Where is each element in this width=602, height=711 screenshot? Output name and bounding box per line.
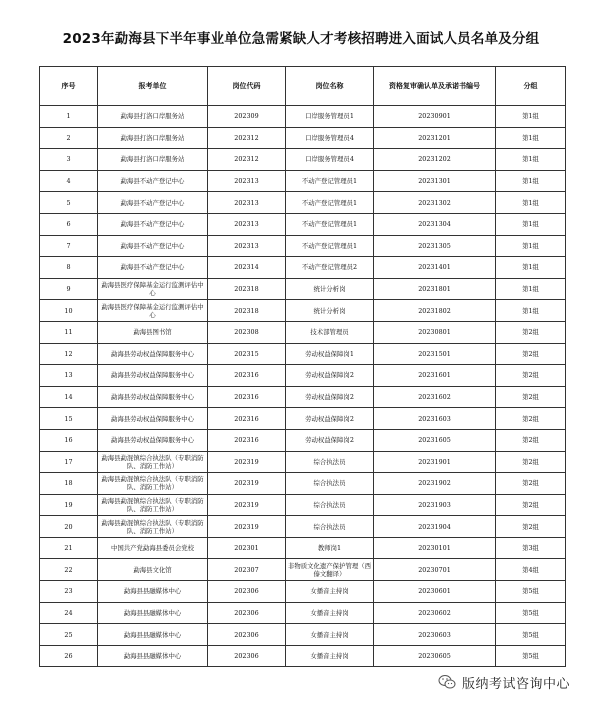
table-row — [40, 624, 566, 646]
cell-post-code: 202319 — [208, 473, 286, 495]
cell-confirmation-number: 20230701 — [374, 559, 496, 581]
cell-post-name: 口岸服务管理员1 — [286, 106, 374, 128]
page-title: 2023年勐海县下半年事业单位急需紧缺人才考核招聘进入面试人员名单及分组 — [62, 31, 540, 47]
cell-post-name: 劳动权益保障岗2 — [286, 408, 374, 430]
cell-group: 第2组 — [496, 516, 566, 538]
cell-group: 第1组 — [496, 149, 566, 171]
cell-post-code: 202307 — [208, 559, 286, 581]
cell-post-name: 非物质文化遗产保护管理（西傣文翻译） — [286, 559, 374, 581]
cell-post-code: 202313 — [208, 235, 286, 257]
cell-confirmation-number: 20231304 — [374, 213, 496, 235]
cell-post-name: 综合执法员 — [286, 494, 374, 516]
cell-post-code: 202319 — [208, 516, 286, 538]
cell-unit: 勐海县不动产登记中心 — [98, 257, 208, 279]
table-row — [40, 473, 566, 495]
cell-post-name: 技术部管理员 — [286, 321, 374, 343]
table-row — [40, 645, 566, 667]
cell-post-code: 202309 — [208, 106, 286, 128]
table-row — [40, 537, 566, 559]
table-row — [40, 170, 566, 192]
cell-post-name: 劳动权益保障岗2 — [286, 365, 374, 387]
table-row — [40, 300, 566, 322]
table-row — [40, 149, 566, 171]
table-row — [40, 451, 566, 473]
cell-confirmation-number: 20231903 — [374, 494, 496, 516]
cell-confirmation-number: 20231901 — [374, 451, 496, 473]
cell-unit: 勐海县劳动权益保障服务中心 — [98, 386, 208, 408]
cell-serial: 26 — [40, 645, 98, 667]
table-row — [40, 127, 566, 149]
cell-post-code: 202319 — [208, 494, 286, 516]
cell-unit: 勐海县劳动权益保障服务中心 — [98, 429, 208, 451]
cell-serial: 22 — [40, 559, 98, 581]
cell-unit: 勐海县医疗保障基金运行监测评估中心 — [98, 278, 208, 300]
table-row — [40, 559, 566, 581]
cell-unit: 勐海县劳动权益保障服务中心 — [98, 343, 208, 365]
cell-unit: 勐海县勐混镇综合执法队（专职消防队、消防工作站） — [98, 451, 208, 473]
cell-confirmation-number: 20230901 — [374, 106, 496, 128]
cell-group: 第3组 — [496, 537, 566, 559]
table-row — [40, 106, 566, 128]
cell-unit: 勐海县文化馆 — [98, 559, 208, 581]
cell-post-code: 202313 — [208, 170, 286, 192]
cell-post-code: 202319 — [208, 451, 286, 473]
watermark — [438, 672, 570, 692]
cell-group: 第1组 — [496, 192, 566, 214]
header-unit: 报考单位 — [98, 67, 208, 106]
cell-post-name: 不动产登记管理员1 — [286, 213, 374, 235]
cell-serial: 9 — [40, 278, 98, 300]
cell-group: 第2组 — [496, 321, 566, 343]
cell-confirmation-number: 20231202 — [374, 149, 496, 171]
cell-serial: 11 — [40, 321, 98, 343]
cell-post-name: 不动产登记管理员2 — [286, 257, 374, 279]
cell-unit: 勐海县图书馆 — [98, 321, 208, 343]
cell-confirmation-number: 20231602 — [374, 386, 496, 408]
cell-post-name: 口岸服务管理员4 — [286, 127, 374, 149]
cell-group: 第2组 — [496, 429, 566, 451]
cell-post-code: 202312 — [208, 127, 286, 149]
cell-post-name: 劳动权益保障岗2 — [286, 429, 374, 451]
cell-unit: 勐海县劳动权益保障服务中心 — [98, 408, 208, 430]
table-row — [40, 602, 566, 624]
cell-serial: 5 — [40, 192, 98, 214]
cell-post-name: 统计分析岗 — [286, 278, 374, 300]
cell-post-name: 口岸服务管理员4 — [286, 149, 374, 171]
table-row — [40, 386, 566, 408]
cell-post-name: 教师岗1 — [286, 537, 374, 559]
cell-post-code: 202314 — [208, 257, 286, 279]
cell-post-name: 女播音主持岗 — [286, 645, 374, 667]
cell-post-code: 202313 — [208, 213, 286, 235]
table-row — [40, 321, 566, 343]
candidate-table — [39, 66, 566, 667]
cell-unit: 勐海县勐混镇综合执法队（专职消防队、消防工作站） — [98, 494, 208, 516]
cell-confirmation-number: 20230101 — [374, 537, 496, 559]
cell-post-name: 不动产登记管理员1 — [286, 170, 374, 192]
cell-unit: 勐海县不动产登记中心 — [98, 192, 208, 214]
cell-unit: 勐海县不动产登记中心 — [98, 235, 208, 257]
cell-post-name: 女播音主持岗 — [286, 581, 374, 603]
cell-post-name: 不动产登记管理员1 — [286, 235, 374, 257]
cell-serial: 25 — [40, 624, 98, 646]
table-row — [40, 408, 566, 430]
cell-confirmation-number: 20230801 — [374, 321, 496, 343]
cell-post-code: 202301 — [208, 537, 286, 559]
wechat-icon — [438, 674, 456, 690]
cell-post-code: 202316 — [208, 365, 286, 387]
cell-serial: 13 — [40, 365, 98, 387]
cell-post-code: 202316 — [208, 386, 286, 408]
table-row — [40, 581, 566, 603]
cell-post-name: 女播音主持岗 — [286, 624, 374, 646]
cell-post-code: 202316 — [208, 408, 286, 430]
cell-group: 第5组 — [496, 624, 566, 646]
cell-confirmation-number: 20231802 — [374, 300, 496, 322]
cell-serial: 3 — [40, 149, 98, 171]
cell-unit: 勐海县不动产登记中心 — [98, 170, 208, 192]
cell-post-code: 202318 — [208, 300, 286, 322]
table-row — [40, 494, 566, 516]
cell-post-code: 202306 — [208, 645, 286, 667]
cell-post-name: 女播音主持岗 — [286, 602, 374, 624]
header-group: 分组 — [496, 67, 566, 106]
cell-group: 第1组 — [496, 170, 566, 192]
table-row — [40, 516, 566, 538]
cell-post-code: 202315 — [208, 343, 286, 365]
cell-serial: 20 — [40, 516, 98, 538]
cell-serial: 14 — [40, 386, 98, 408]
cell-confirmation-number: 20231401 — [374, 257, 496, 279]
cell-serial: 23 — [40, 581, 98, 603]
cell-confirmation-number: 20231603 — [374, 408, 496, 430]
cell-post-code: 202308 — [208, 321, 286, 343]
cell-group: 第2组 — [496, 473, 566, 495]
cell-serial: 19 — [40, 494, 98, 516]
cell-group: 第5组 — [496, 581, 566, 603]
cell-serial: 21 — [40, 537, 98, 559]
cell-group: 第1组 — [496, 213, 566, 235]
table-header-row — [40, 67, 566, 106]
header-post-code: 岗位代码 — [208, 67, 286, 106]
cell-serial: 1 — [40, 106, 98, 128]
cell-unit: 勐海县县融媒体中心 — [98, 624, 208, 646]
cell-serial: 15 — [40, 408, 98, 430]
header-post-name: 岗位名称 — [286, 67, 374, 106]
watermark-text: 版纳考试咨询中心 — [462, 676, 571, 692]
table-row — [40, 278, 566, 300]
cell-confirmation-number: 20230603 — [374, 624, 496, 646]
cell-confirmation-number: 20230601 — [374, 581, 496, 603]
cell-confirmation-number: 20231902 — [374, 473, 496, 495]
cell-group: 第5组 — [496, 645, 566, 667]
cell-confirmation-number: 20231305 — [374, 235, 496, 257]
cell-group: 第2组 — [496, 365, 566, 387]
cell-unit: 勐海县勐混镇综合执法队（专职消防队、消防工作站） — [98, 473, 208, 495]
cell-group: 第2组 — [496, 386, 566, 408]
cell-serial: 24 — [40, 602, 98, 624]
cell-post-code: 202306 — [208, 581, 286, 603]
cell-confirmation-number: 20231605 — [374, 429, 496, 451]
cell-unit: 勐海县县融媒体中心 — [98, 602, 208, 624]
cell-post-name: 统计分析岗 — [286, 300, 374, 322]
cell-post-code: 202313 — [208, 192, 286, 214]
cell-serial: 6 — [40, 213, 98, 235]
cell-confirmation-number: 20231301 — [374, 170, 496, 192]
cell-serial: 7 — [40, 235, 98, 257]
cell-confirmation-number: 20231302 — [374, 192, 496, 214]
cell-group: 第1组 — [496, 106, 566, 128]
cell-unit: 勐海县打洛口岸服务站 — [98, 106, 208, 128]
cell-serial: 18 — [40, 473, 98, 495]
cell-confirmation-number: 20231601 — [374, 365, 496, 387]
table-row — [40, 343, 566, 365]
table-row — [40, 213, 566, 235]
cell-unit: 勐海县劳动权益保障服务中心 — [98, 365, 208, 387]
cell-post-code: 202306 — [208, 624, 286, 646]
cell-post-name: 不动产登记管理员1 — [286, 192, 374, 214]
table-row — [40, 257, 566, 279]
cell-confirmation-number: 20230602 — [374, 602, 496, 624]
table-row — [40, 429, 566, 451]
cell-group: 第2组 — [496, 494, 566, 516]
cell-post-name: 综合执法员 — [286, 451, 374, 473]
cell-group: 第1组 — [496, 257, 566, 279]
cell-confirmation-number: 20230605 — [374, 645, 496, 667]
table-row — [40, 365, 566, 387]
cell-confirmation-number: 20231801 — [374, 278, 496, 300]
cell-post-name: 劳动权益保障岗2 — [286, 386, 374, 408]
cell-post-name: 劳动权益保障岗1 — [286, 343, 374, 365]
cell-post-code: 202312 — [208, 149, 286, 171]
cell-confirmation-number: 20231904 — [374, 516, 496, 538]
cell-post-code: 202316 — [208, 429, 286, 451]
cell-unit: 勐海县医疗保障基金运行监测评估中心 — [98, 300, 208, 322]
cell-serial: 2 — [40, 127, 98, 149]
cell-confirmation-number: 20231201 — [374, 127, 496, 149]
cell-unit: 勐海县勐混镇综合执法队（专职消防队、消防工作站） — [98, 516, 208, 538]
cell-unit: 勐海县县融媒体中心 — [98, 645, 208, 667]
cell-group: 第1组 — [496, 300, 566, 322]
cell-post-name: 综合执法员 — [286, 473, 374, 495]
cell-unit: 勐海县打洛口岸服务站 — [98, 149, 208, 171]
cell-serial: 10 — [40, 300, 98, 322]
cell-group: 第1组 — [496, 278, 566, 300]
cell-group: 第1组 — [496, 127, 566, 149]
cell-serial: 12 — [40, 343, 98, 365]
cell-serial: 8 — [40, 257, 98, 279]
cell-group: 第1组 — [496, 235, 566, 257]
cell-post-name: 综合执法员 — [286, 516, 374, 538]
cell-post-code: 202306 — [208, 602, 286, 624]
cell-group: 第2组 — [496, 343, 566, 365]
cell-group: 第2组 — [496, 451, 566, 473]
cell-serial: 4 — [40, 170, 98, 192]
cell-serial: 17 — [40, 451, 98, 473]
cell-unit: 勐海县县融媒体中心 — [98, 581, 208, 603]
cell-group: 第4组 — [496, 559, 566, 581]
cell-unit: 勐海县打洛口岸服务站 — [98, 127, 208, 149]
cell-confirmation-number: 20231501 — [374, 343, 496, 365]
table-row — [40, 192, 566, 214]
cell-unit: 中国共产党勐海县委员会党校 — [98, 537, 208, 559]
cell-group: 第5组 — [496, 602, 566, 624]
header-confirmation-number: 资格复审确认单及承诺书编号 — [374, 67, 496, 106]
header-serial: 序号 — [40, 67, 98, 106]
table-row — [40, 235, 566, 257]
cell-group: 第2组 — [496, 408, 566, 430]
cell-unit: 勐海县不动产登记中心 — [98, 213, 208, 235]
cell-serial: 16 — [40, 429, 98, 451]
cell-post-code: 202318 — [208, 278, 286, 300]
